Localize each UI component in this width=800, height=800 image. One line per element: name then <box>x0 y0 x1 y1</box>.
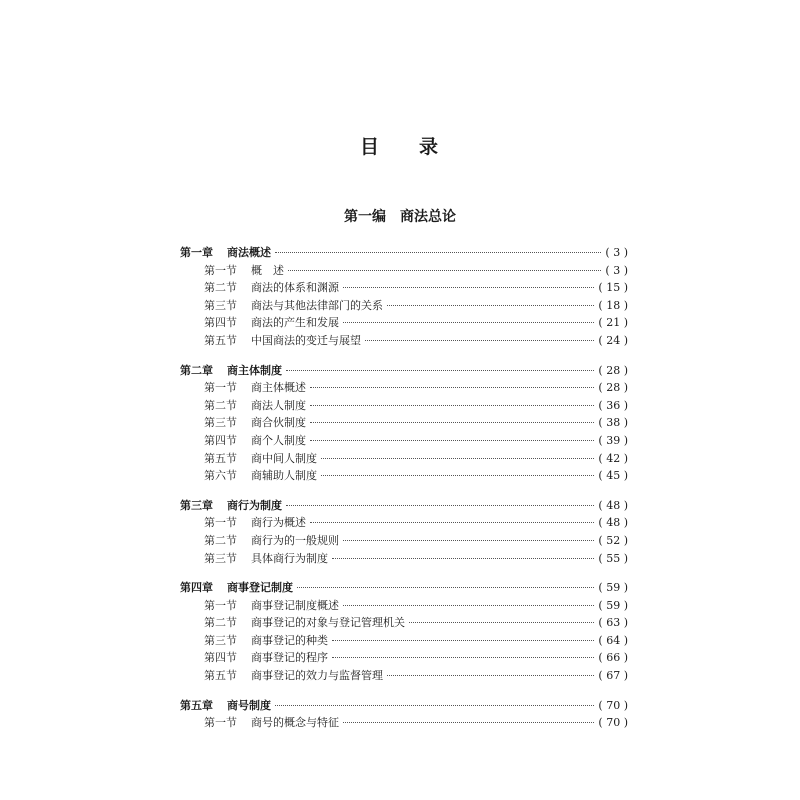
chapter-entry[interactable] <box>180 697 628 715</box>
section-entry-number: 第二节 <box>204 616 237 630</box>
page-number: ( 55 ) <box>598 551 628 565</box>
section-entry-title: 商行为概述 <box>251 516 306 530</box>
page-number: ( 70 ) <box>598 698 628 712</box>
section-entry[interactable] <box>180 532 628 550</box>
dot-leader <box>343 540 594 541</box>
section-entry-title: 中国商法的变迁与展望 <box>251 333 361 347</box>
dot-leader <box>275 252 601 253</box>
section-entry[interactable] <box>180 397 628 415</box>
chapter-entry-title: 商事登记制度 <box>227 581 293 595</box>
section-entry-title: 商中间人制度 <box>251 451 317 465</box>
dot-leader <box>332 657 594 658</box>
section-entry-number: 第一节 <box>204 516 237 530</box>
section-entry[interactable] <box>180 649 628 667</box>
dot-leader <box>310 405 594 406</box>
section-entry-title: 商法的体系和渊源 <box>251 281 339 295</box>
page-number: ( 59 ) <box>598 598 628 612</box>
dot-leader <box>343 605 594 606</box>
section-entry[interactable] <box>180 414 628 432</box>
section-entry-number: 第五节 <box>204 669 237 683</box>
chapter-entry[interactable] <box>180 244 628 262</box>
section-entry[interactable] <box>180 332 628 350</box>
page-number: ( 3 ) <box>605 263 628 277</box>
section-entry[interactable] <box>180 632 628 650</box>
chapter-entry[interactable] <box>180 579 628 597</box>
page-number: ( 63 ) <box>598 616 628 630</box>
chapter-block <box>180 697 628 732</box>
section-entry-number: 第二节 <box>204 281 237 295</box>
chapter-entry-number: 第一章 <box>180 246 213 259</box>
dot-leader <box>332 558 594 559</box>
section-entry[interactable] <box>180 314 628 332</box>
page-number: ( 42 ) <box>598 451 628 465</box>
dot-leader <box>332 640 594 641</box>
chapter-entry[interactable] <box>180 497 628 515</box>
dot-leader <box>275 705 594 706</box>
section-entry-title: 商号的概念与特征 <box>251 716 339 730</box>
section-entry-title: 商事登记的对象与登记管理机关 <box>251 616 405 630</box>
table-of-contents <box>180 244 628 744</box>
part-label: 第一编 <box>344 209 386 225</box>
page-number: ( 67 ) <box>598 669 628 683</box>
page-title-right: 录 <box>419 136 441 158</box>
section-entry-number: 第五节 <box>204 333 237 347</box>
dot-leader <box>286 370 594 371</box>
section-entry[interactable] <box>180 514 628 532</box>
part-name: 商法总论 <box>400 209 456 225</box>
section-entry-title: 概 述 <box>251 263 284 277</box>
dot-leader <box>365 340 594 341</box>
dot-leader <box>310 440 594 441</box>
section-entry[interactable] <box>180 714 628 732</box>
section-entry[interactable] <box>180 667 628 685</box>
section-entry[interactable] <box>180 432 628 450</box>
section-entry-title: 商个人制度 <box>251 433 306 447</box>
page-number: ( 39 ) <box>598 433 628 447</box>
chapter-block <box>180 497 628 567</box>
section-entry-number: 第一节 <box>204 598 237 612</box>
page-number: ( 66 ) <box>598 651 628 665</box>
page-number: ( 28 ) <box>598 381 628 395</box>
section-entry-title: 商主体概述 <box>251 381 306 395</box>
section-entry[interactable] <box>180 279 628 297</box>
page-number: ( 18 ) <box>598 298 628 312</box>
page-number: ( 15 ) <box>598 281 628 295</box>
page-number: ( 70 ) <box>598 716 628 730</box>
dot-leader <box>297 587 594 588</box>
dot-leader <box>387 305 594 306</box>
dot-leader <box>321 458 594 459</box>
page-number: ( 59 ) <box>598 581 628 595</box>
page-number: ( 21 ) <box>598 316 628 330</box>
dot-leader <box>310 387 594 388</box>
section-entry-title: 商法与其他法律部门的关系 <box>251 298 383 312</box>
section-entry-number: 第四节 <box>204 651 237 665</box>
page-number: ( 48 ) <box>598 516 628 530</box>
chapter-block <box>180 362 628 485</box>
dot-leader <box>343 287 594 288</box>
page-number: ( 3 ) <box>605 246 628 259</box>
section-entry-title: 商事登记制度概述 <box>251 598 339 612</box>
section-entry-title: 商合伙制度 <box>251 416 306 430</box>
section-entry-title: 商事登记的种类 <box>251 633 328 647</box>
section-entry-title: 商事登记的程序 <box>251 651 328 665</box>
chapter-entry-number: 第五章 <box>180 698 213 712</box>
section-entry[interactable] <box>180 467 628 485</box>
dot-leader <box>409 622 594 623</box>
page-number: ( 64 ) <box>598 633 628 647</box>
page-number: ( 38 ) <box>598 416 628 430</box>
dot-leader <box>343 322 594 323</box>
section-entry[interactable] <box>180 597 628 615</box>
page-number: ( 36 ) <box>598 398 628 412</box>
page-number: ( 45 ) <box>598 469 628 483</box>
dot-leader <box>310 522 594 523</box>
dot-leader <box>310 422 594 423</box>
part-title <box>0 206 800 226</box>
chapter-entry-title: 商主体制度 <box>227 363 282 377</box>
chapter-entry-title: 商法概述 <box>227 246 271 259</box>
chapter-block <box>180 244 628 350</box>
dot-leader <box>387 675 594 676</box>
page-number: ( 48 ) <box>598 498 628 512</box>
chapter-entry-title: 商号制度 <box>227 698 271 712</box>
dot-leader <box>286 505 594 506</box>
section-entry-title: 商法的产生和发展 <box>251 316 339 330</box>
section-entry[interactable] <box>180 614 628 632</box>
section-entry[interactable] <box>180 262 628 280</box>
section-entry-number: 第二节 <box>204 398 237 412</box>
page-title-left: 目 <box>359 136 381 158</box>
page-number: ( 52 ) <box>598 533 628 547</box>
section-entry-number: 第二节 <box>204 533 237 547</box>
section-entry-number: 第三节 <box>204 298 237 312</box>
section-entry[interactable] <box>180 450 628 468</box>
chapter-entry[interactable] <box>180 362 628 380</box>
section-entry[interactable] <box>180 379 628 397</box>
page-number: ( 24 ) <box>598 333 628 347</box>
chapter-entry-number: 第四章 <box>180 581 213 595</box>
chapter-entry-number: 第二章 <box>180 363 213 377</box>
section-entry-number: 第四节 <box>204 316 237 330</box>
chapter-block <box>180 579 628 685</box>
dot-leader <box>288 270 601 271</box>
section-entry-number: 第六节 <box>204 469 237 483</box>
section-entry-title: 商辅助人制度 <box>251 469 317 483</box>
page-number: ( 28 ) <box>598 363 628 377</box>
section-entry-number: 第一节 <box>204 381 237 395</box>
chapter-entry-number: 第三章 <box>180 498 213 512</box>
section-entry-number: 第一节 <box>204 716 237 730</box>
section-entry-title: 商事登记的效力与监督管理 <box>251 669 383 683</box>
section-entry-number: 第一节 <box>204 263 237 277</box>
section-entry[interactable] <box>180 297 628 315</box>
dot-leader <box>343 722 594 723</box>
section-entry-number: 第三节 <box>204 551 237 565</box>
section-entry-title: 商法人制度 <box>251 398 306 412</box>
section-entry-number: 第五节 <box>204 451 237 465</box>
dot-leader <box>321 475 594 476</box>
section-entry-number: 第三节 <box>204 633 237 647</box>
page-title <box>0 132 800 159</box>
section-entry-title: 商行为的一般规则 <box>251 533 339 547</box>
section-entry[interactable] <box>180 550 628 568</box>
section-entry-number: 第四节 <box>204 433 237 447</box>
section-entry-number: 第三节 <box>204 416 237 430</box>
chapter-entry-title: 商行为制度 <box>227 498 282 512</box>
section-entry-title: 具体商行为制度 <box>251 551 328 565</box>
